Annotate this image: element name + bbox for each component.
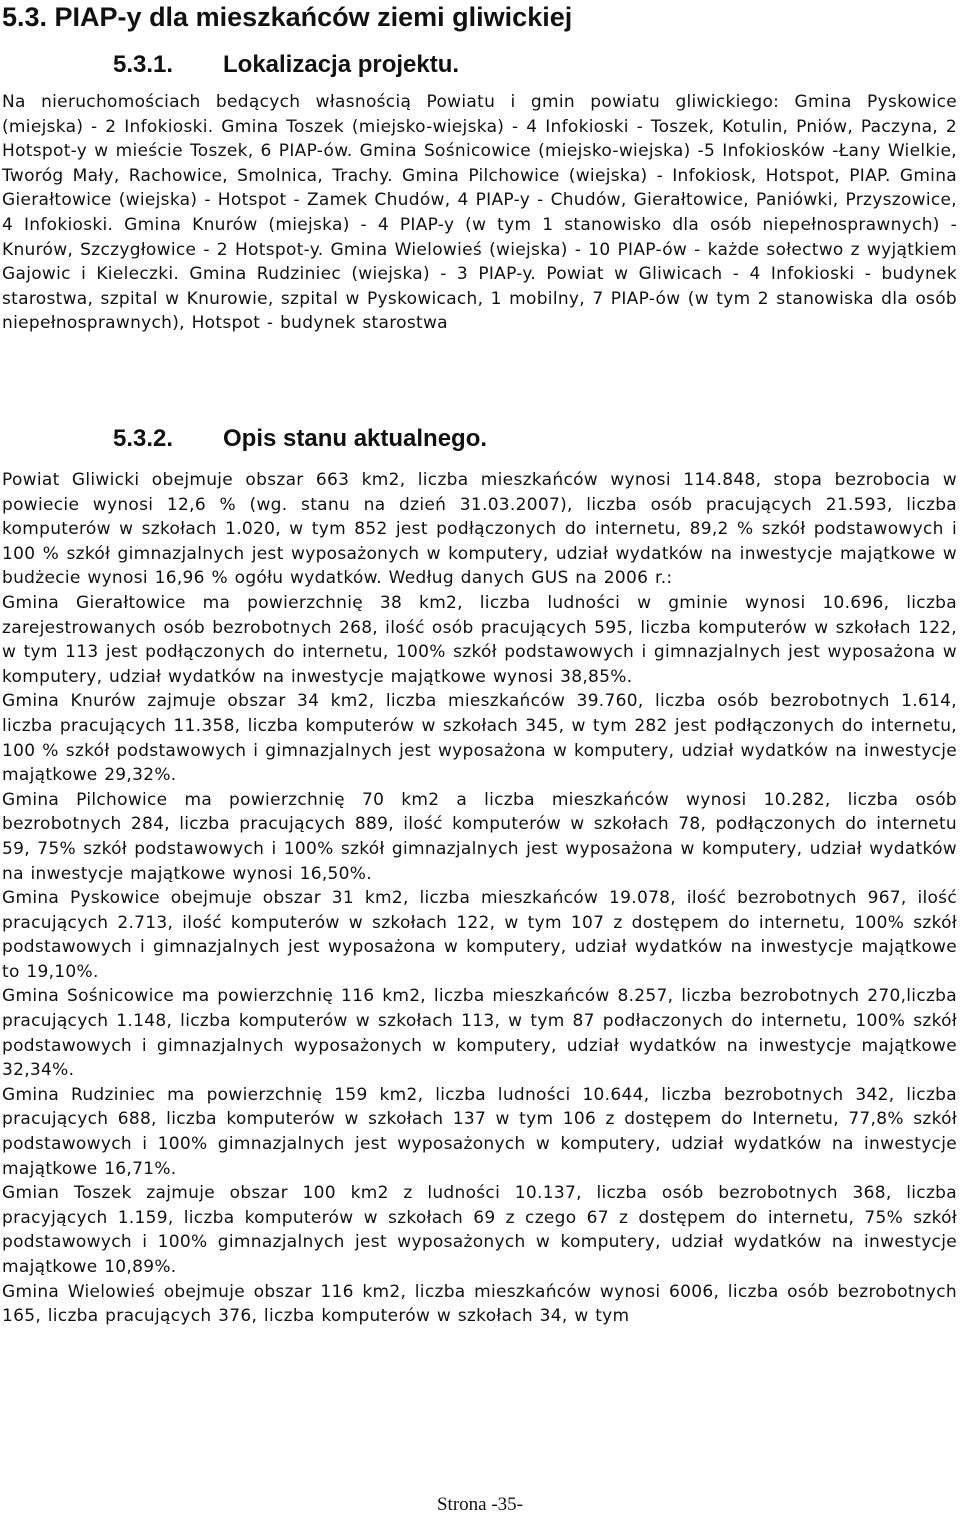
current-state-text-block [2,468,957,1329]
paragraph-powiat: Powiat Gliwicki obejmuje obszar 663 km2, liczba mieszkańców wynosi 114.848, stopa bezrobocia w powiecie wynosi 12,6 % (wg. stanu na dzień 31.03.2007), liczba osób pracujących 21.593, liczba komputerów w szkołach 1.020, w tym 852 jest podłączonych do internetu, 89,2 % szkół podstawowych i 100 % szkół gimnazjalnych jest wyposażonych w komputery, udział wydatków na inwestycje majątkowe w budżecie wynosi 16,96 % ogółu wydatków. Według danych GUS na 2006 r.: [2,470,957,589]
paragraph-toszek: Gmian Toszek zajmuje obszar 100 km2 z ludności 10.137, liczba osób bezrobotnych 368, liczba pracyjących 1.159, liczba komputerów w szkołach 69 z czego 67 z dostępem do internetu, 75% szkół podstawowych i 100% gimnazjalnych jest wyposażonych w komputery, udział wydatków na inwestycje majątkowe 10,89%. [2,1183,957,1277]
subsection-title: Lokalizacja projektu. [223,51,460,78]
localization-paragraph: Na nieruchomościach bedących własnością Powiatu i gmin powiatu gliwickiego: Gmina Pyskowice (miejska) - 2 Infokioski. Gmina Toszek (miejsko-wiejska) - 4 Infokioski - Toszek, Kotulin, Pniów, Paczyna, 2 Hotspot-y w mieście Toszek, 6 PIAP-ów. Gmina Sośnicowice (miejsko-wiejska) -5 Infokiosków -Łany Wielkie, Tworóg Mały, Rachowice, Smolnica, Trachy. Gmina Pilchowice (wiejska) - Infokiosk, Hotspot, PIAP. Gmina Gierałtowice (wiejska) - Hotspot - Zamek Chudów, 4 PIAP-y - Chudów, Gierałtowice, Paniówki, Przyszowice, 4 Infokioski. Gmina Knurów (miejska) - 4 PIAP-y (w tym 1 stanowisko dla osób niepełnosprawnych) - Knurów, Szczygłowice - 2 Hotspot-y. Gmina Wielowieś (wiejska) - 10 PIAP-ów - każde sołectwo z wyjątkiem Gajowic i Kieleczki. Gmina Rudziniec (wiejska) - 3 PIAP-y. Powiat w Gliwicach - 4 Infokioski - budynek starostwa, szpital w Knurowie, szpital w Pyskowicach, 1 mobilny, 7 PIAP-ów (w tym 2 stanowiska dla osób niepełnosprawnych), Hotspot - budynek starostwa [2,92,957,334]
subsection-heading-localization [113,50,459,80]
subsection-heading-current-state [113,424,487,454]
paragraph-sosnicowice: Gmina Sośnicowice ma powierzchnię 116 km2, liczba mieszkańców 8.257, liczba bezrobotnych 270,liczba pracujących 1.148, liczba komputerów w szkołach 113, w tym 87 podłaczonych do internetu, 100% szkół podstawowych i gimnazjalnych wyposażonych w komputery, udział wydatków na inwestycje majątkowe 32,34%. [2,986,957,1081]
subsection-number: 5.3.2. [113,425,174,452]
paragraph-gieraltowice: Gmina Gierałtowice ma powierzchnię 38 km2, liczba ludności w gminie wynosi 10.696, liczba zarejestrowanych osób bezrobotnych 268, ilość osób pracujących 595, liczba komputerów w szkołach 122, w tym 113 jest podłączonych do internetu, 100% szkół podstawowych i gimnazjalnych jest wyposażona w komputery, udział wydatków na inwestycje majątkowe wynosi 38,85%. [2,592,957,687]
subsection-number: 5.3.1. [113,51,174,78]
paragraph-wielowies: Gmina Wielowieś obejmuje obszar 116 km2, liczba mieszkańców wynosi 6006, liczba osób bezrobotnych 165, liczba pracujących 376, liczba komputerów w szkołach 34, w tym [2,1281,957,1327]
subsection-title: Opis stanu aktualnego. [223,425,488,452]
paragraph-rudziniec: Gmina Rudziniec ma powierzchnię 159 km2, liczba ludności 10.644, liczba bezrobotnych 342, liczba pracujących 688, liczba komputerów w szkołach 137 w tym 106 z dostępem do Internetu, 77,8% szkół podstawowych i 100% gimnazjalnych jest wyposażonych w komputery, udział wydatków na inwestycje majątkowe 16,71%. [2,1084,957,1179]
paragraph-knurow: Gmina Knurów zajmuje obszar 34 km2, liczba mieszkańców 39.760, liczba osób bezrobotnych 1.614, liczba pracujących 11.358, liczba komputerów w szkołach 345, w tym 282 jest podłączonych do internetu, 100 % szkół podstawowych i gimnazjalnych jest wyposażona w komputery, udział wydatków na inwestycje majątkowe 29,32%. [2,691,957,786]
page-footer: Strona -35- [436,1494,523,1515]
localization-text-block [2,90,957,336]
paragraph-pilchowice: Gmina Pilchowice ma powierzchnię 70 km2 a liczba mieszkańców wynosi 10.282, liczba osób bezrobotnych 284, liczba pracujących 889, ilość komputerów w szkołach 78, podłączonych do internetu 59, 75% szkół podstawowych i 100% szkół gimnazjalnych jest wyposażona w komputery, udział wydatków na inwestycje majątkowe wynosi 16,50%. [2,789,957,884]
section-heading: 5.3. PIAP-y dla mieszkańców ziemi gliwickiej [2,2,573,32]
paragraph-pyskowice: Gmina Pyskowice obejmuje obszar 31 km2, liczba mieszkańców 19.078, ilość bezrobotnych 967, ilość pracujących 2.713, ilość komputerów w szkołach 122, w tym 107 z dostępem do internetu, 100% szkół podstawowych i gimnazjalnych jest wyposażona w komputery, udział wydatków na inwestycje majątkowe to 19,10%. [2,888,957,982]
